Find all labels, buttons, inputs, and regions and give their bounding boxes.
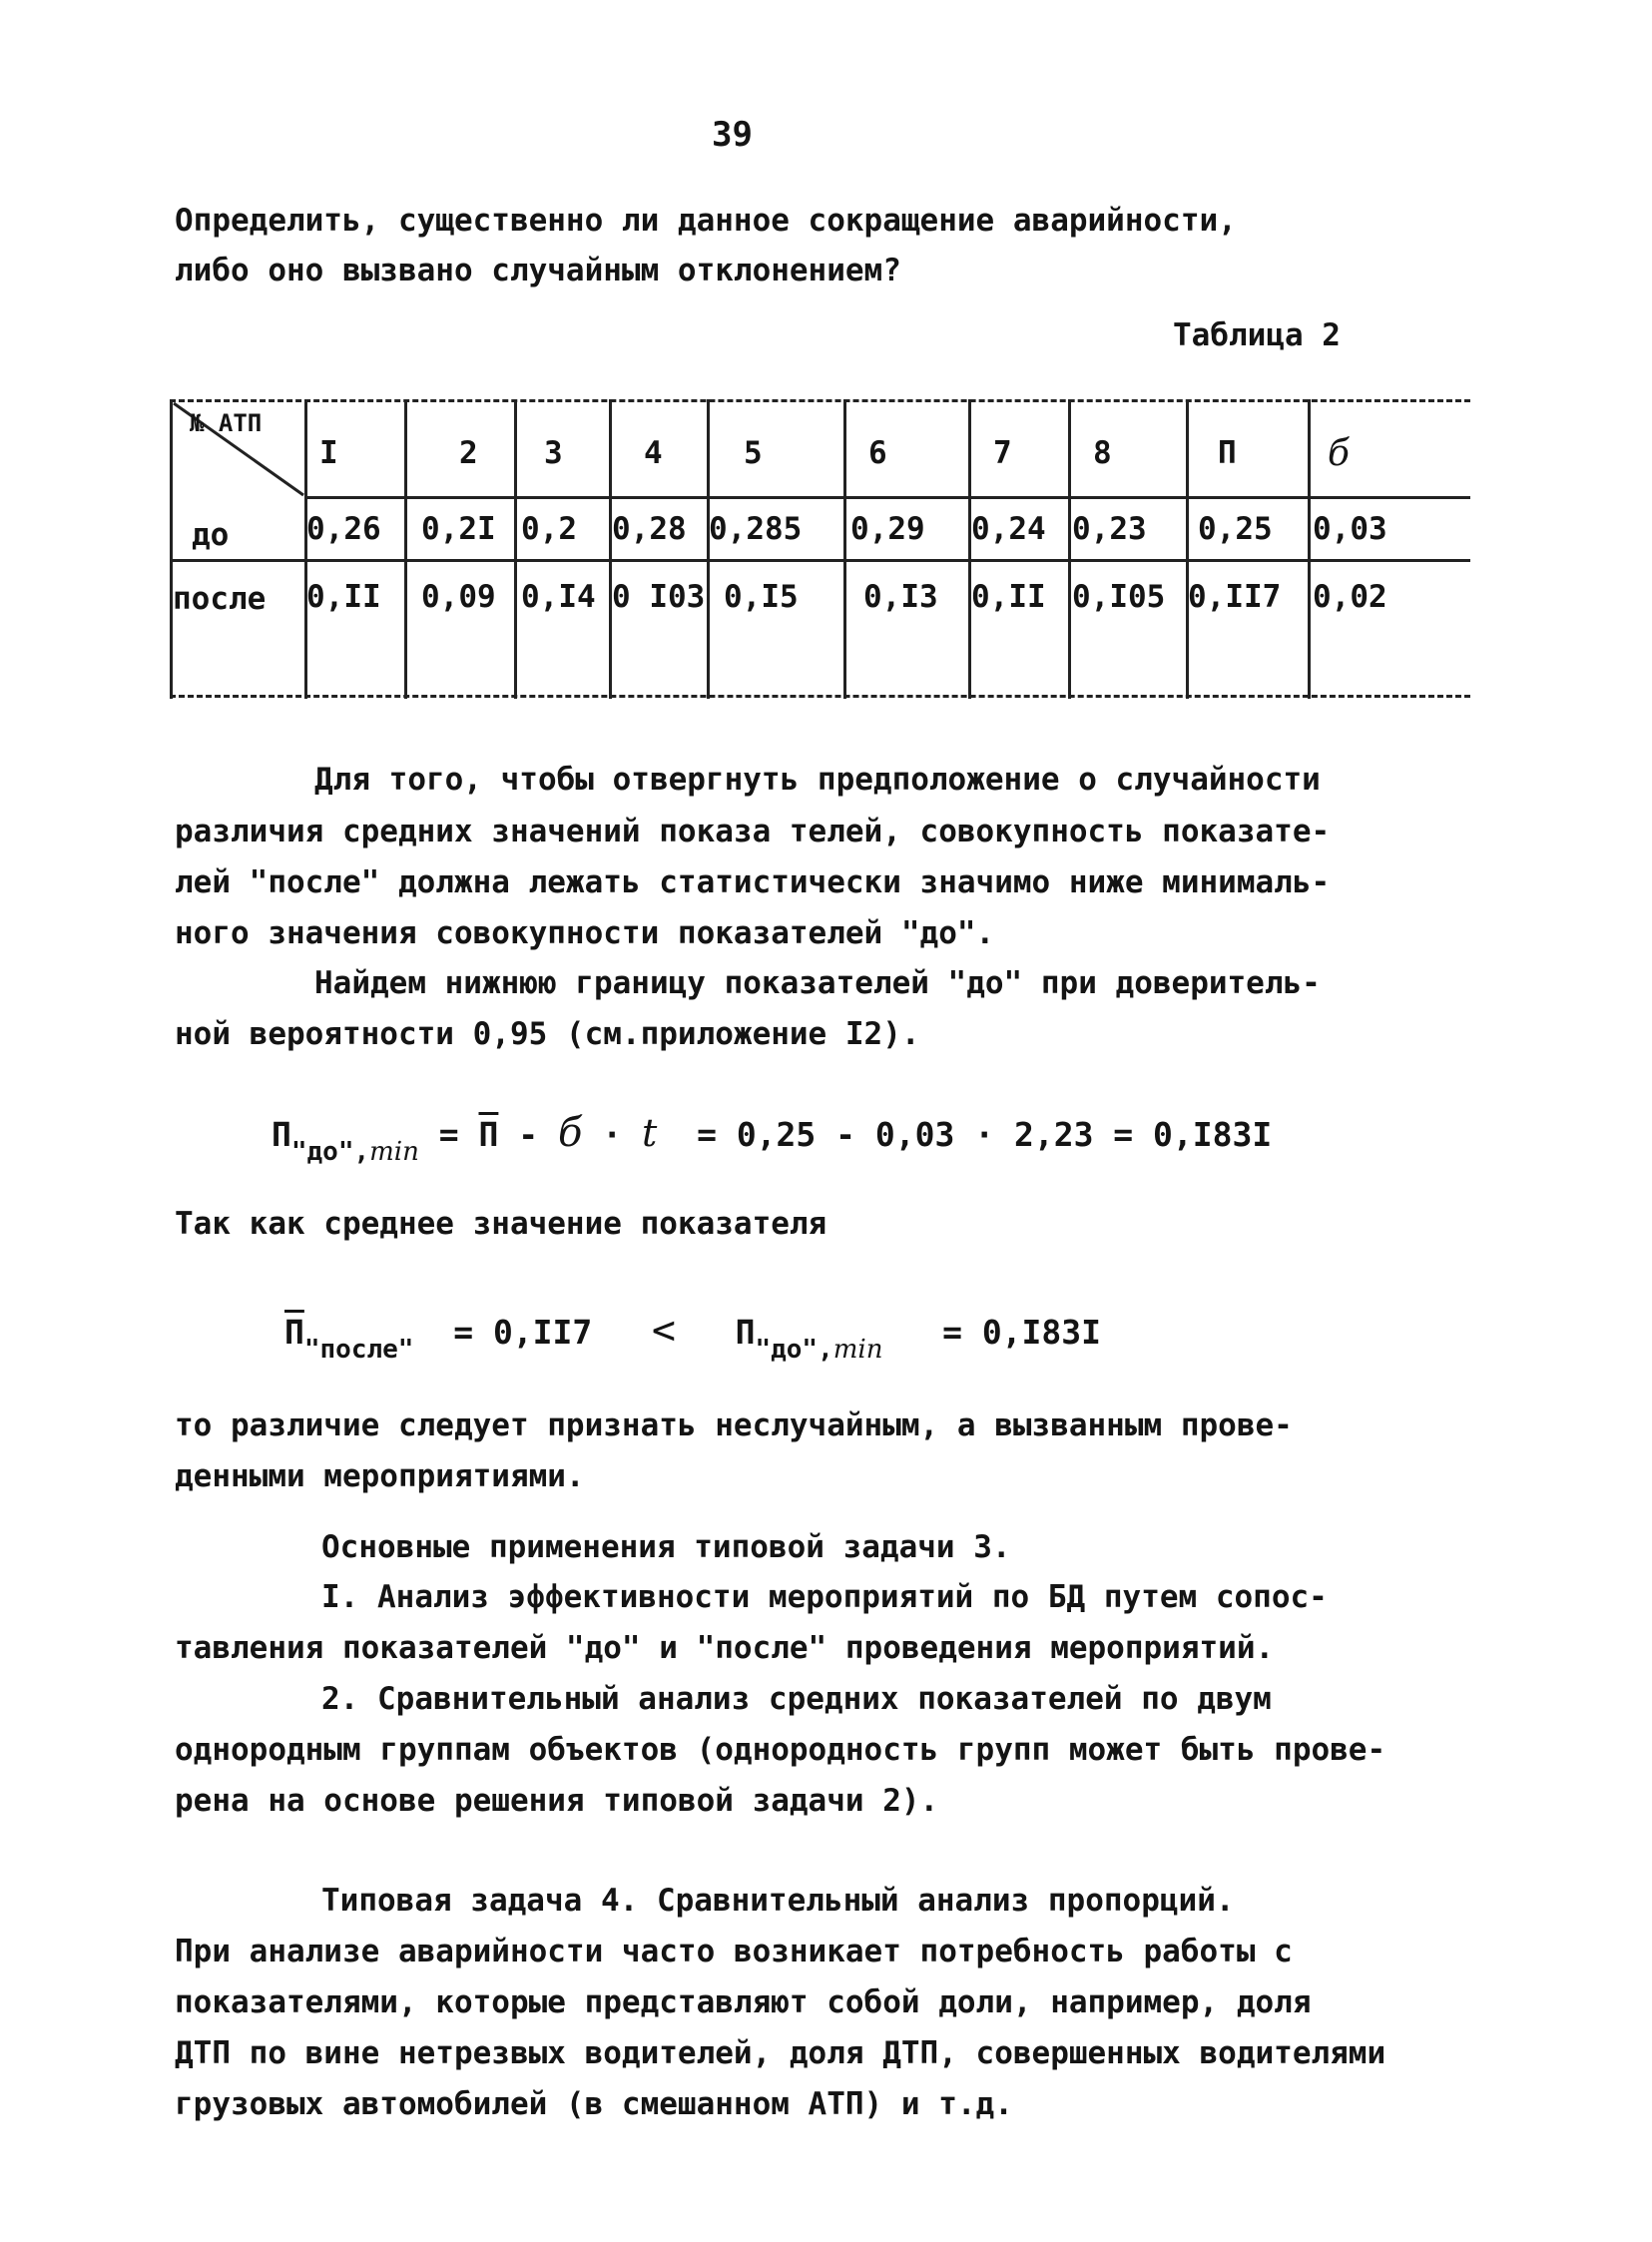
table-col-line	[968, 399, 971, 699]
table-cell: 0,I05	[1072, 579, 1166, 615]
paragraph-4-line: то различие следует признать неслучайным, а вызванным прове-	[175, 1407, 1293, 1443]
table-cell: 0,02	[1313, 579, 1387, 615]
table-row-rule	[170, 559, 1470, 562]
formula-subscript-min: min	[369, 1137, 419, 1167]
table-col-header: 6	[868, 435, 887, 471]
task-4-heading: Типовая задача 4. Сравнительный анализ пропорций.	[321, 1883, 1235, 1919]
paragraph-4-line: денными мероприятиями.	[175, 1458, 585, 1494]
table-cell: 0,I5	[724, 579, 799, 615]
formula-mean: П	[478, 1115, 499, 1154]
paragraph-1-line: Для того, чтобы отвергнуть предположение о случайности	[314, 762, 1321, 798]
paragraph-3: Так как среднее значение показателя	[175, 1206, 827, 1242]
table-row-label: после	[173, 581, 267, 617]
table-cell: 0,23	[1072, 511, 1147, 547]
task-4-line: При анализе аварийности часто возникает потребность работы с	[175, 1934, 1293, 1969]
table-cell: 0,26	[306, 511, 381, 547]
table-cell: 0,I3	[863, 579, 938, 615]
table-col-header: П	[1218, 435, 1237, 471]
table-cell: 0,2	[521, 511, 577, 547]
task-4-line: ДТП по вине нетрезвых водителей, доля ДТП, совершенных водителями	[175, 2035, 1386, 2071]
table-col-header: 8	[1093, 435, 1112, 471]
formula-less-than: <	[651, 1308, 676, 1354]
table-col-header: 3	[544, 435, 563, 471]
table-col-line	[1308, 399, 1311, 699]
table-col-header: 5	[744, 435, 763, 471]
intro-line-1: Определить, существенно ли данное сокращение аварийности,	[175, 203, 1237, 239]
formula-comparison	[284, 1308, 1102, 1365]
formula-symbol: П	[272, 1115, 291, 1154]
table-cell: 0,09	[421, 579, 496, 615]
applications-line: однородным группам объектов (однородность групп может быть прове-	[175, 1732, 1386, 1768]
table-cell: 0,24	[971, 511, 1046, 547]
table-col-line	[1186, 399, 1189, 699]
table-col-line	[514, 399, 517, 699]
paragraph-1-line: различия средних значений показа телей, совокупность показате-	[175, 814, 1331, 849]
applications-line: 2. Сравнительный анализ средних показателей по двум	[321, 1681, 1272, 1717]
paragraph-2-line: Найдем нижнюю границу показателей "до" при доверитель-	[314, 965, 1321, 1001]
applications-heading: Основные применения типовой задачи 3.	[321, 1529, 1011, 1565]
table-col-header: I	[319, 435, 338, 471]
formula-rhs: = 0,25 - 0,03 · 2,23 = 0,I83I	[697, 1115, 1273, 1154]
data-table	[170, 399, 1470, 699]
table-cell: 0,2I	[421, 511, 496, 547]
table-cell: 0,II7	[1188, 579, 1282, 615]
table-cell: 0,285	[709, 511, 803, 547]
applications-line: тавления показателей "до" и "после" проведения мероприятий.	[175, 1630, 1275, 1666]
formula-value: = 0,I83I	[942, 1313, 1102, 1352]
formula-symbol: П	[284, 1313, 304, 1352]
formula-operator: =	[438, 1115, 459, 1154]
table-col-line	[404, 399, 407, 699]
formula-subscript: "после"	[303, 1335, 414, 1365]
table-cell: 0,II	[306, 579, 381, 615]
formula-value: = 0,II7	[453, 1313, 593, 1352]
table-cell: 0,29	[850, 511, 925, 547]
formula-sigma: б	[558, 1110, 583, 1156]
table-header-rule	[304, 496, 1470, 499]
paragraph-1-line: ного значения совокупности показателей "до".	[175, 915, 995, 951]
table-caption: Таблица 2	[1173, 317, 1341, 353]
table-corner-label: № АТП	[190, 409, 263, 437]
formula-subscript: "до",	[290, 1137, 370, 1167]
table-cell: 0,03	[1313, 511, 1387, 547]
formula-subscript-min: min	[832, 1335, 883, 1365]
paragraph-2-line: ной вероятности 0,95 (см.приложение I2).	[175, 1016, 920, 1052]
formula-subscript: "до",	[755, 1335, 833, 1365]
applications-line: I. Анализ эффективности мероприятий по БД путем сопос-	[321, 1579, 1328, 1615]
table-col-line	[843, 399, 846, 699]
table-bottom-border	[170, 695, 1470, 698]
task-4-line: показателями, которые представляют собой доли, например, доля	[175, 1984, 1312, 2020]
table-col-header: 2	[459, 435, 478, 471]
table-col-line	[1068, 399, 1071, 699]
page-number: 39	[712, 115, 753, 155]
formula-operator: -	[518, 1115, 539, 1154]
table-cell: 0 I03	[612, 579, 706, 615]
table-col-header: б	[1328, 433, 1350, 474]
table-col-line	[609, 399, 612, 699]
table-cell: 0,I4	[521, 579, 596, 615]
table-row-label: до	[192, 517, 230, 553]
table-top-border	[170, 399, 1470, 402]
task-4-line: грузовых автомобилей (в смешанном АТП) и т.д.	[175, 2086, 1013, 2122]
table-col-header: 7	[993, 435, 1012, 471]
paragraph-1-line: лей "после" должна лежать статистически значимо ниже минималь-	[175, 864, 1331, 900]
table-cell: 0,28	[612, 511, 687, 547]
table-col-line	[707, 399, 710, 699]
formula-operator: ·	[602, 1115, 623, 1154]
intro-line-2: либо оно вызвано случайным отклонением?	[175, 253, 901, 288]
formula-symbol: П	[735, 1313, 756, 1352]
formula-lower-bound	[272, 1110, 1273, 1167]
table-cell: 0,II	[971, 579, 1046, 615]
applications-line: рена на основе решения типовой задачи 2).	[175, 1783, 939, 1819]
table-cell: 0,25	[1198, 511, 1273, 547]
formula-t: t	[642, 1111, 658, 1155]
table-col-header: 4	[644, 435, 663, 471]
